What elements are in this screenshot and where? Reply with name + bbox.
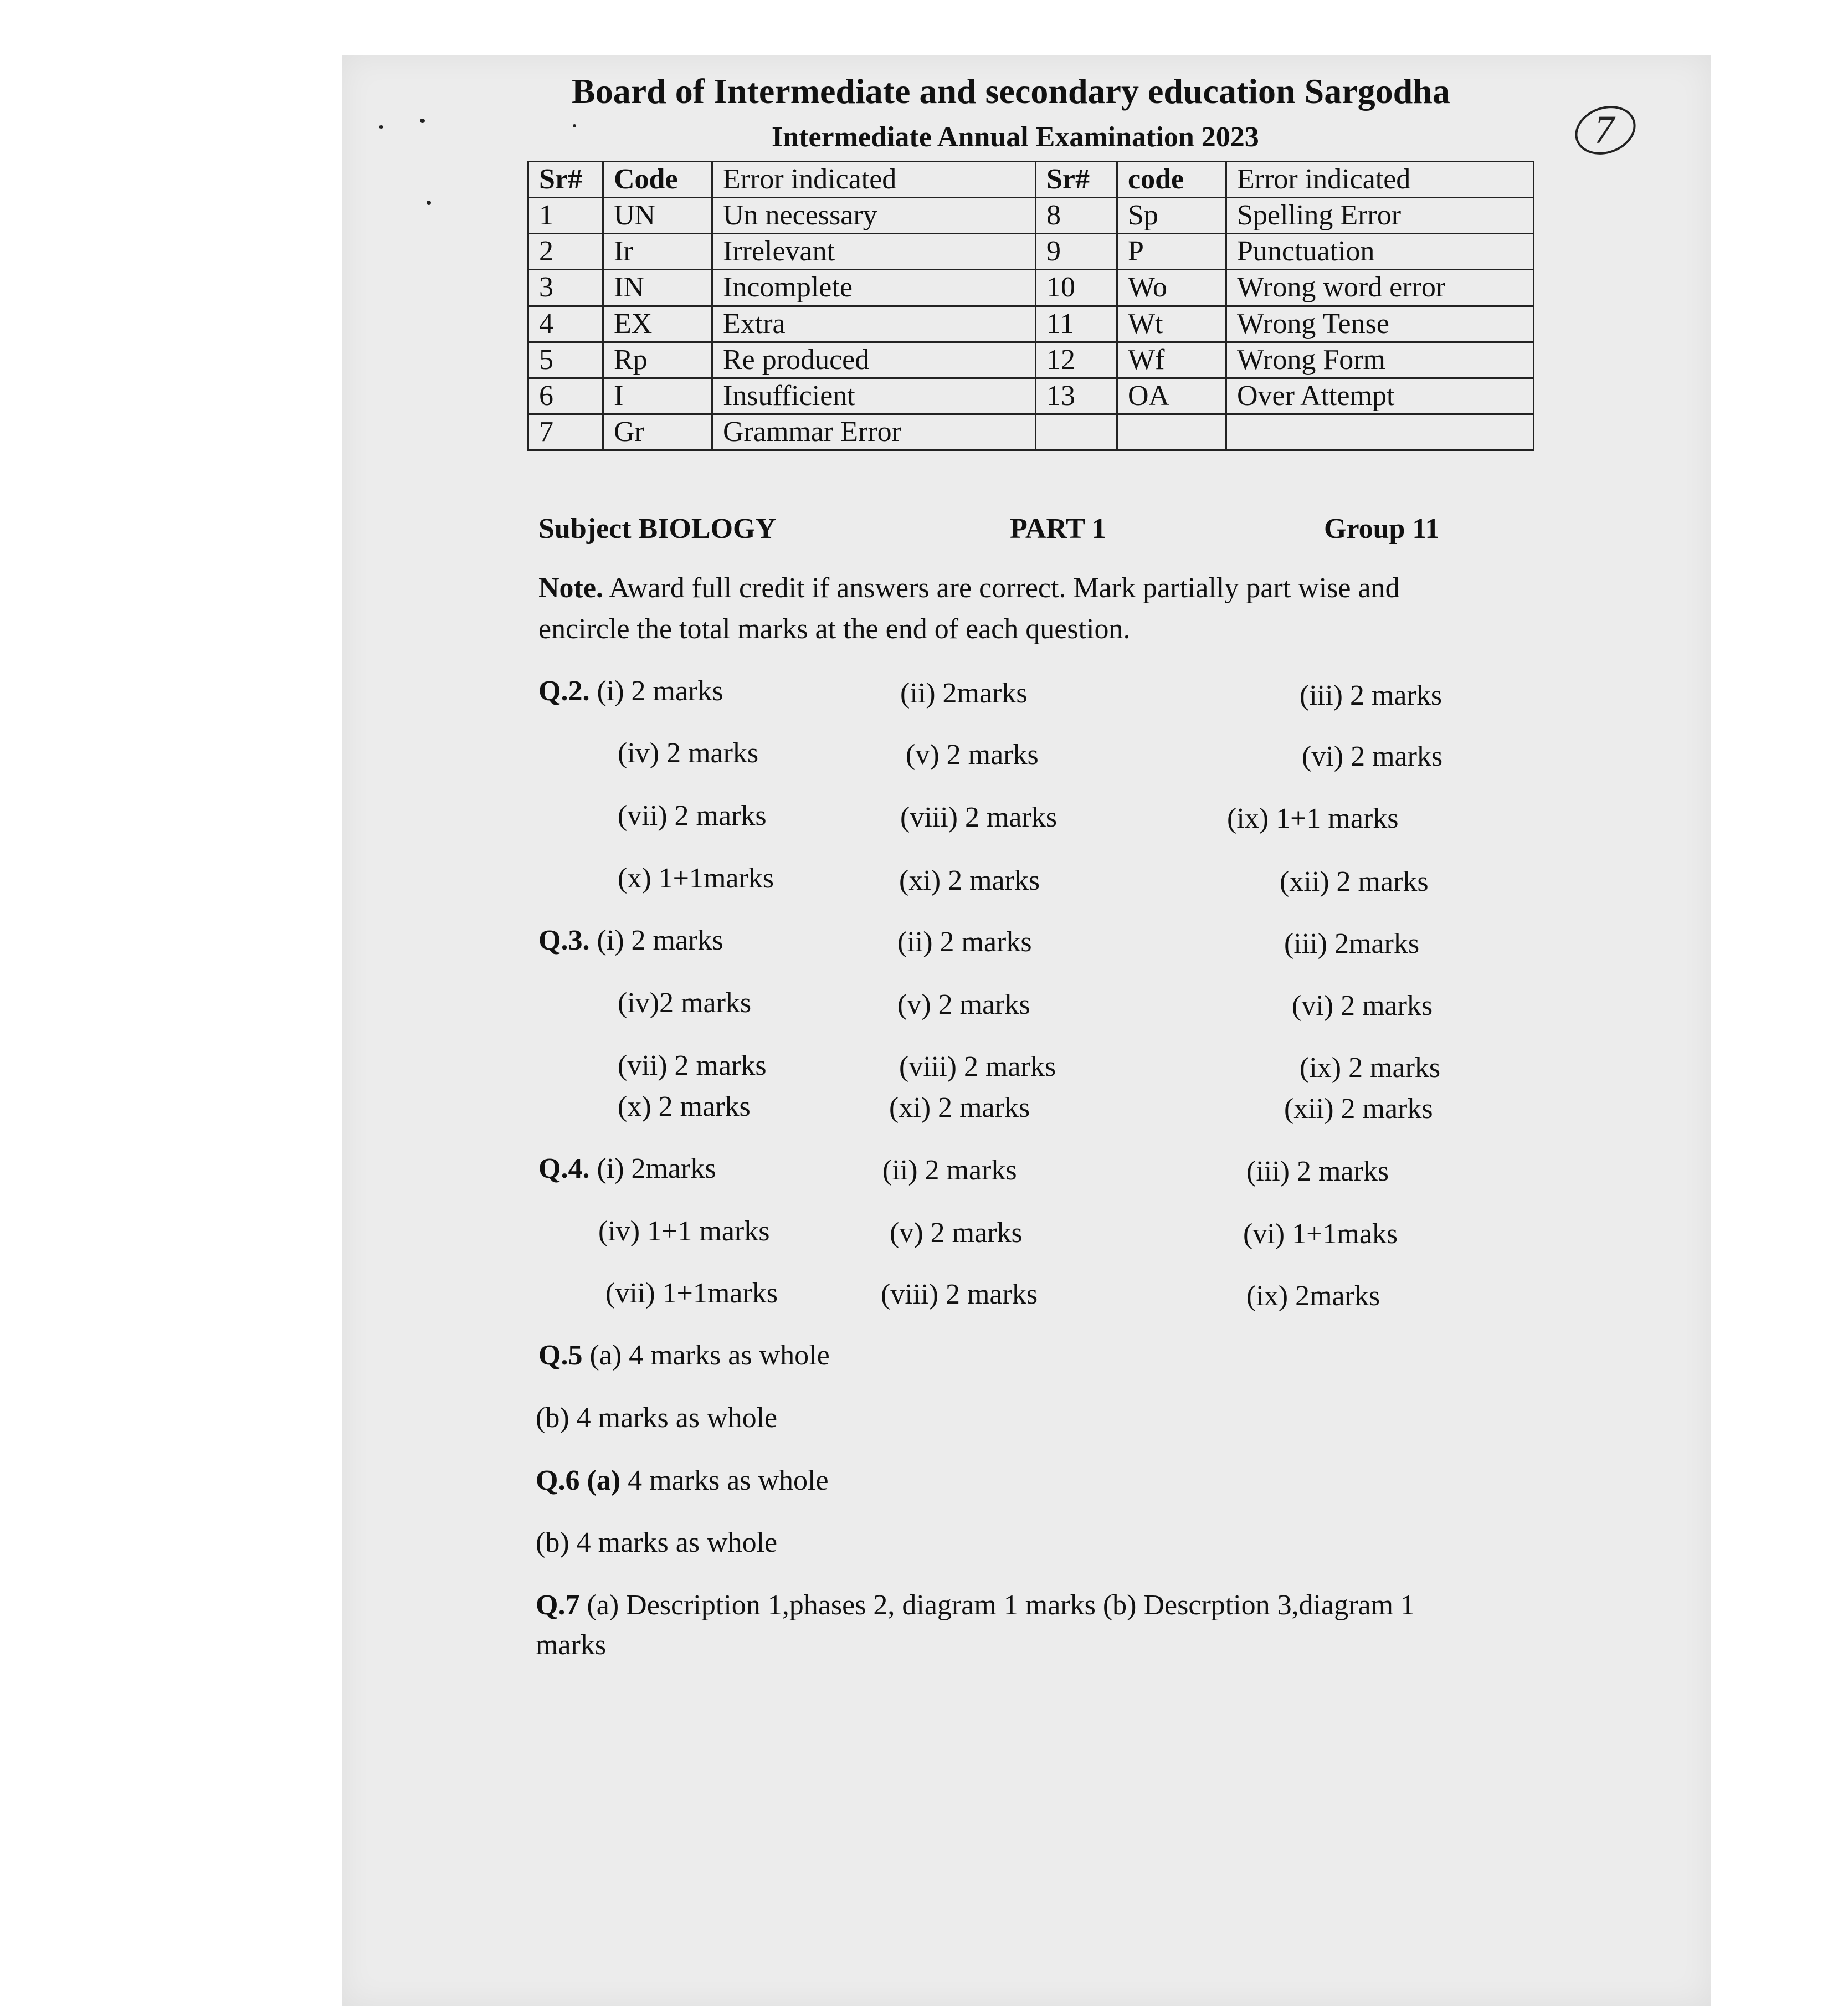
mark-item: (xii) 2 marks (1280, 866, 1429, 897)
table-cell (1226, 414, 1534, 450)
mark-item: (vii) 2 marks (618, 800, 767, 832)
table-cell: Wrong word error (1226, 270, 1534, 306)
table-cell: Punctuation (1226, 234, 1534, 270)
mark-item: (viii) 2 marks (881, 1279, 1038, 1310)
q6-a-text: 4 marks as whole (620, 1465, 829, 1496)
header-cell: Sr# (1036, 162, 1117, 198)
mark-item: (vi) 2 marks (1292, 990, 1433, 1022)
table-cell: Incomplete (712, 270, 1036, 306)
q7-text: (a) Description 1,phases 2, diagram 1 marks (b) Descrption 3,diagram 1 (579, 1589, 1415, 1621)
table-row (528, 270, 1534, 306)
table-cell: Wrong Tense (1226, 306, 1534, 342)
scan-speck (573, 124, 576, 127)
q7-label: Q.7 (536, 1589, 580, 1621)
q6-label: Q.6 (a) (536, 1465, 621, 1496)
mark-item: (viii) 2 marks (899, 1051, 1056, 1082)
table-cell: Wt (1117, 306, 1226, 342)
scan-speck (427, 201, 431, 205)
table-cell: Gr (603, 414, 712, 450)
q7-line-1 (536, 1589, 1415, 1622)
exam-subtitle: Intermediate Annual Examination 2023 (772, 121, 1259, 153)
q5-label: Q.5 (538, 1340, 583, 1371)
note-line-2: encircle the total marks at the end of each question. (538, 613, 1131, 645)
header-cell: code (1117, 162, 1226, 198)
table-cell: Wf (1117, 342, 1226, 378)
mark-item: (x) 2 marks (618, 1091, 751, 1122)
table-header-row (528, 162, 1534, 198)
table-cell: Irrelevant (712, 234, 1036, 270)
mark-item: (i) 2marks (597, 1153, 716, 1184)
mark-item: (vii) 1+1marks (605, 1278, 778, 1309)
header-cell: Code (603, 162, 712, 198)
table-cell: 4 (528, 306, 603, 342)
table-cell: I (603, 378, 712, 414)
q2-label: Q.2. (538, 675, 590, 707)
page-number-mark (1572, 103, 1637, 157)
table-row (528, 234, 1534, 270)
q4-row-1-col-1 (538, 1152, 716, 1185)
table-cell: 1 (528, 198, 603, 234)
mark-item: (v) 2 marks (897, 989, 1030, 1020)
mark-item: (iii) 2 marks (1300, 680, 1443, 711)
q4-label: Q.4. (538, 1153, 590, 1184)
group-label: Group 11 (1324, 513, 1440, 545)
table-cell: Ir (603, 234, 712, 270)
note-line-1 (538, 572, 1400, 604)
table-row (528, 414, 1534, 450)
table-cell: 11 (1036, 306, 1117, 342)
part-label: PART 1 (1010, 513, 1106, 545)
mark-item: (xi) 2 marks (899, 865, 1040, 896)
svg-text:7: 7 (1594, 107, 1614, 152)
table-cell: P (1117, 234, 1226, 270)
table-cell: Un necessary (712, 198, 1036, 234)
q7-line-2: marks (536, 1629, 607, 1661)
table-cell: EX (603, 306, 712, 342)
scan-speck (379, 125, 383, 129)
scan-speck (420, 119, 425, 123)
table-cell: OA (1117, 378, 1226, 414)
mark-item: (i) 2 marks (597, 675, 723, 707)
q3-row-1-col-1 (538, 924, 723, 957)
table-cell: 6 (528, 378, 603, 414)
mark-item: (vi) 1+1maks (1243, 1218, 1398, 1250)
mark-item: (ii) 2 marks (882, 1155, 1017, 1186)
q6-part-a (536, 1464, 829, 1497)
mark-item: (ix) 1+1 marks (1227, 803, 1399, 834)
table-cell: 13 (1036, 378, 1117, 414)
mark-item: (x) 1+1marks (618, 863, 774, 894)
table-cell: 9 (1036, 234, 1117, 270)
table-cell: Wo (1117, 270, 1226, 306)
error-codes-table (527, 161, 1534, 451)
q2-row-1-col-1 (538, 675, 723, 707)
mark-item: (vii) 2 marks (618, 1050, 767, 1081)
table-cell: Re produced (712, 342, 1036, 378)
q6-part-b: (b) 4 marks as whole (536, 1527, 778, 1558)
table-cell: IN (603, 270, 712, 306)
table-row (528, 342, 1534, 378)
table-cell (1117, 414, 1226, 450)
table-cell: Extra (712, 306, 1036, 342)
table-cell: 3 (528, 270, 603, 306)
mark-item: (xii) 2 marks (1284, 1093, 1433, 1125)
table-cell: Grammar Error (712, 414, 1036, 450)
mark-item: (viii) 2 marks (900, 802, 1058, 833)
q3-label: Q.3. (538, 925, 590, 956)
mark-item: (xi) 2 marks (889, 1092, 1030, 1123)
mark-item: (iii) 2marks (1284, 928, 1420, 960)
mark-item: (ii) 2 marks (897, 926, 1032, 958)
header-cell: Error indicated (1226, 162, 1534, 198)
table-cell: 7 (528, 414, 603, 450)
table-cell: Spelling Error (1226, 198, 1534, 234)
table-cell: 12 (1036, 342, 1117, 378)
table-row (528, 378, 1534, 414)
header-cell: Error indicated (712, 162, 1036, 198)
mark-item: (v) 2 marks (890, 1217, 1023, 1249)
q5-part-b: (b) 4 marks as whole (536, 1402, 778, 1434)
table-cell: Insufficient (712, 378, 1036, 414)
note-text: Award full credit if answers are correct. Mark partially part wise and (603, 572, 1400, 604)
mark-item: (i) 2 marks (597, 925, 723, 956)
mark-item: (ix) 2marks (1246, 1280, 1380, 1312)
mark-item: (iv)2 marks (618, 987, 752, 1019)
mark-item: (iii) 2 marks (1246, 1156, 1389, 1187)
q5-part-a (538, 1339, 830, 1372)
mark-item: (iv) 2 marks (618, 737, 759, 769)
mark-item: (ii) 2marks (900, 678, 1028, 709)
table-cell: Rp (603, 342, 712, 378)
table-cell: Sp (1117, 198, 1226, 234)
table-cell: 8 (1036, 198, 1117, 234)
table-cell: UN (603, 198, 712, 234)
table-cell: 5 (528, 342, 603, 378)
subject-label: Subject BIOLOGY (538, 513, 777, 545)
q5-a-text: (a) 4 marks as whole (582, 1340, 830, 1371)
table-cell: 2 (528, 234, 603, 270)
mark-item: (vi) 2 marks (1302, 741, 1443, 772)
table-row (528, 198, 1534, 234)
table-cell: Wrong Form (1226, 342, 1534, 378)
table-cell: 10 (1036, 270, 1117, 306)
table-row (528, 306, 1534, 342)
mark-item: (iv) 1+1 marks (598, 1215, 770, 1247)
table-cell (1036, 414, 1117, 450)
header-cell: Sr# (528, 162, 603, 198)
note-label: Note. (538, 572, 603, 604)
mark-item: (ix) 2 marks (1300, 1052, 1441, 1084)
board-title: Board of Intermediate and secondary education Sargodha (572, 71, 1450, 111)
table-cell: Over Attempt (1226, 378, 1534, 414)
mark-item: (v) 2 marks (906, 739, 1039, 771)
